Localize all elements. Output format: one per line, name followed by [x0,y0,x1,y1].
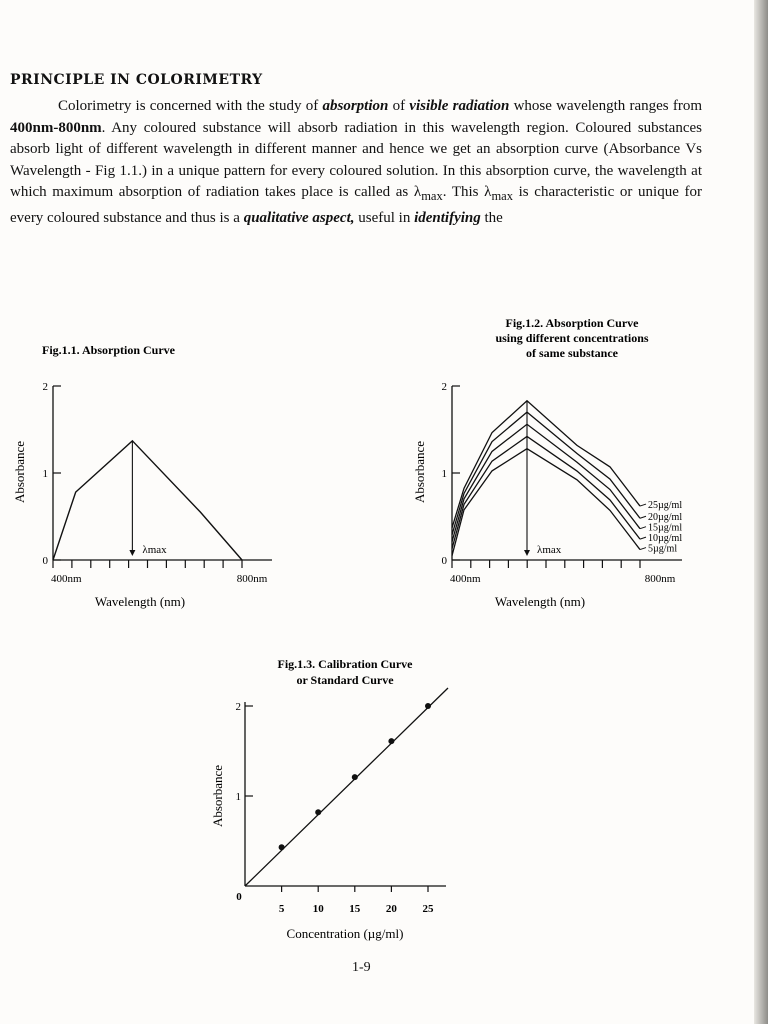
fig3-data-point [279,844,285,850]
fig3-data-point [388,738,394,744]
fig3-data-point [425,703,431,709]
page-number: 1-9 [352,960,371,975]
fig3-data-point [352,774,358,780]
text-run: the [480,209,503,226]
fig2-series-label: 25µg/ml [648,500,683,512]
fig2-x-tick-label: 400nm [450,573,481,585]
fig3-y-tick-label: 1 [235,791,241,803]
fig1-x-axis-label: Wavelength (nm) [94,594,186,609]
fig2-arrow-head [524,550,530,556]
text-run: . This λ [442,184,492,200]
fig3-x-tick-label: 20 [385,903,397,915]
fig1-y-axis-label: Absorbance [12,440,27,504]
fig2-series-line [452,412,640,535]
fig3-regression-line [245,688,448,886]
text-run: . Any coloured substance will absorb radiation in this wavelength region. Coloured substances absorb light of different wavelength in different manner and hence we get an absorption curve (Absorbance Vs Wavelength - Fig 1.1.) in a unique pattern for every coloured solution. In this absorption curve, the wavelength at which maximum absorption of radiation takes place is called as λ [10,119,702,200]
fig2-y-tick-label: 1 [441,468,447,480]
fig1-lambda-max-label: λmax [142,544,167,556]
fig2-series-leader [640,504,646,506]
fig1-series-line [53,441,242,560]
emphasis-identifying: identifying [414,209,481,226]
fig1-y-tick-label: 0 [42,555,48,567]
fig2-series-label: 5µg/ml [648,543,678,555]
emphasis-visible-radiation: visible radiation [409,98,510,114]
text-run: of [388,98,410,114]
fig3-x-tick-label: 25 [422,903,434,915]
emphasis-qualitative: qualitative aspect, [243,209,355,226]
emphasis-range: 400nm-800nm [10,119,102,136]
fig1-x-tick-label: 400nm [51,573,82,585]
fig2-lambda-max-label: λmax [537,544,562,556]
fig2-series-label: 20µg/ml [648,512,683,524]
fig2-y-axis-label: Absorbance [412,440,427,504]
fig1-y-tick-label: 1 [42,468,48,480]
fig3-title-line: Fig.1.3. Calibration Curve [277,657,413,671]
fig3-x-tick-label: 15 [349,903,361,915]
fig1-y-tick-label: 2 [42,381,48,393]
fig2-series-leader [640,537,646,539]
subscript-max: max [421,189,443,203]
fig3-x-axis-label: Concentration (µg/ml) [286,926,404,941]
text-run: whose wavelength ranges from [509,98,702,114]
fig2-series-line [452,424,640,541]
fig2-series-leader [640,516,646,518]
fig3-x-tick-label: 10 [312,903,324,915]
fig1-title: Fig.1.1. Absorption Curve [42,343,176,357]
fig2-y-tick-label: 0 [441,555,447,567]
emphasis-absorption: absorption [322,98,389,114]
fig2-x-tick-label: 800nm [644,573,676,585]
fig2-series-leader [640,527,646,529]
fig2-title-line: using different concentrations [495,331,649,345]
fig3-x-tick-label: 0 [236,891,242,903]
text-run: Colorimetry is concerned with the study of [58,98,323,114]
fig3-x-tick-label: 5 [278,903,285,915]
text-run: is characteristic or unique for every coloured substance and thus is a [10,184,703,226]
fig3-y-tick-label: 2 [235,701,241,713]
text-run: useful in [354,209,415,226]
fig2-series-label: 15µg/ml [648,522,683,534]
fig2-title-line: of same substance [526,346,618,360]
fig3-title-line: or Standard Curve [296,673,394,687]
subscript-max: max [491,189,513,203]
fig3-data-point [315,809,321,815]
fig3-y-axis-label: Absorbance [210,764,225,828]
fig2-title-line: Fig.1.2. Absorption Curve [505,316,639,330]
fig2-series-label: 10µg/ml [648,533,683,545]
fig1-arrow-head [129,550,135,556]
section-heading: PRINCIPLE IN COLORIMETRY [10,72,263,88]
fig1-x-tick-label: 800nm [236,573,268,585]
fig2-y-tick-label: 2 [441,381,447,393]
fig2-x-axis-label: Wavelength (nm) [494,594,586,609]
fig2-series-leader [640,548,646,550]
